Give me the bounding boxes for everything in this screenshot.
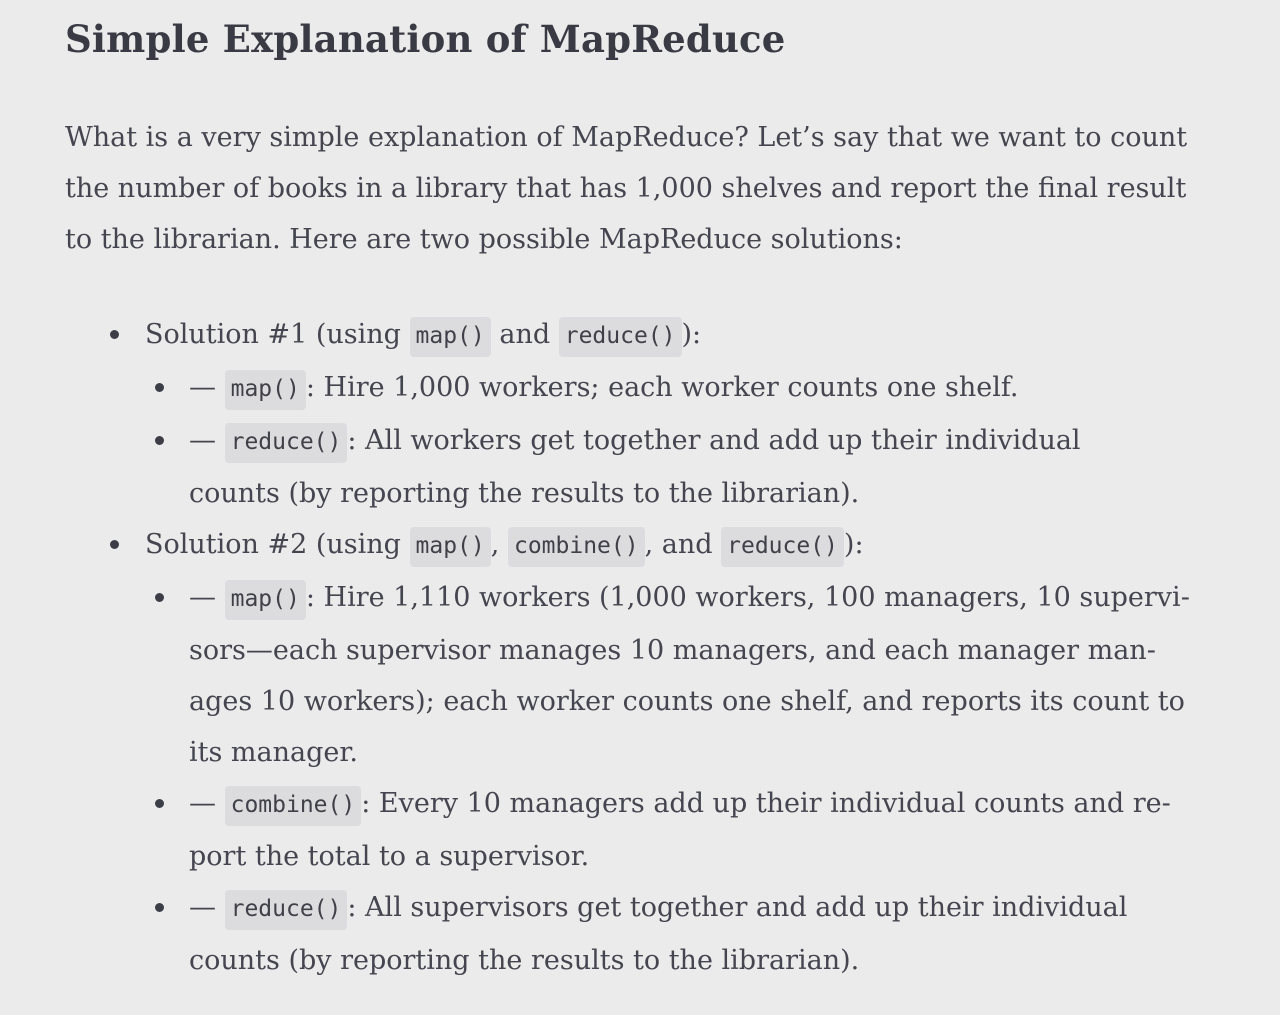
- code-reduce: reduce(): [225, 423, 348, 463]
- step-item: [155, 415, 1220, 519]
- step-dash: —: [189, 582, 225, 613]
- solution-steps: [155, 572, 1220, 986]
- step-line: [189, 362, 1220, 415]
- step-text: : Every 10 managers add up their individual counts and re-: [361, 788, 1171, 819]
- code-combine: combine(): [508, 527, 645, 567]
- solution-separator: and: [490, 319, 559, 350]
- solution-separator: ,: [490, 529, 508, 560]
- bullet-icon: [155, 383, 164, 392]
- page-title: Simple Explanation of MapReduce: [65, 17, 786, 61]
- solution-item: [110, 309, 1220, 519]
- solution-prefix: Solution #1 (using: [145, 319, 410, 350]
- step-text: : All supervisors get together and add up their individual: [347, 892, 1128, 923]
- bullet-icon: [110, 330, 119, 339]
- step-line: ages 10 workers); each worker counts one shelf, and reports its count to: [189, 686, 1185, 717]
- bullet-icon: [110, 540, 119, 549]
- intro-line: What is a very simple explanation of MapReduce? Let’s say that we want to count: [65, 122, 1188, 153]
- solution-steps: [155, 362, 1220, 519]
- solution-heading: [110, 309, 1220, 362]
- code-map: map(): [225, 580, 306, 620]
- intro-line: to the librarian. Here are two possible MapReduce solutions:: [65, 224, 903, 255]
- step-dash: —: [189, 788, 225, 819]
- bullet-icon: [155, 903, 164, 912]
- solution-suffix: ):: [843, 529, 864, 560]
- step-dash: —: [189, 892, 225, 923]
- step-item: [155, 572, 1220, 778]
- bullet-icon: [155, 436, 164, 445]
- step-dash: —: [189, 372, 225, 403]
- step-line: port the total to a supervisor.: [189, 841, 590, 872]
- solution-heading: [110, 519, 1220, 572]
- step-line: [189, 882, 1220, 935]
- step-item: [155, 882, 1220, 986]
- step-line: counts (by reporting the results to the librarian).: [189, 478, 860, 509]
- code-reduce: reduce(): [559, 317, 682, 357]
- bullet-icon: [155, 799, 164, 808]
- code-map: map(): [225, 370, 306, 410]
- solution-suffix: ):: [681, 319, 702, 350]
- code-combine: combine(): [225, 786, 362, 826]
- code-map: map(): [410, 317, 491, 357]
- solution-separator: , and: [644, 529, 722, 560]
- step-line: [189, 572, 1220, 625]
- bullet-icon: [155, 593, 164, 602]
- step-item: [155, 362, 1220, 415]
- code-reduce: reduce(): [721, 527, 844, 567]
- step-line: [189, 778, 1220, 831]
- step-line: [189, 415, 1220, 468]
- step-line: counts (by reporting the results to the librarian).: [189, 945, 860, 976]
- step-item: [155, 778, 1220, 882]
- solution-item: [110, 519, 1220, 986]
- intro-line: the number of books in a library that has 1,000 shelves and report the final result: [65, 173, 1187, 204]
- intro-paragraph: [65, 112, 1205, 265]
- step-text: : Hire 1,110 workers (1,000 workers, 100 managers, 10 supervi-: [305, 582, 1190, 613]
- solution-prefix: Solution #2 (using: [145, 529, 410, 560]
- step-dash: —: [189, 425, 225, 456]
- step-line: its manager.: [189, 737, 358, 768]
- code-map: map(): [410, 527, 491, 567]
- step-line: sors—each supervisor manages 10 managers, and each manager man-: [189, 635, 1156, 666]
- solutions-list: [110, 309, 1220, 986]
- step-text: : Hire 1,000 workers; each worker counts one shelf.: [305, 372, 1019, 403]
- code-reduce: reduce(): [225, 890, 348, 930]
- step-text: : All workers get together and add up their individual: [347, 425, 1081, 456]
